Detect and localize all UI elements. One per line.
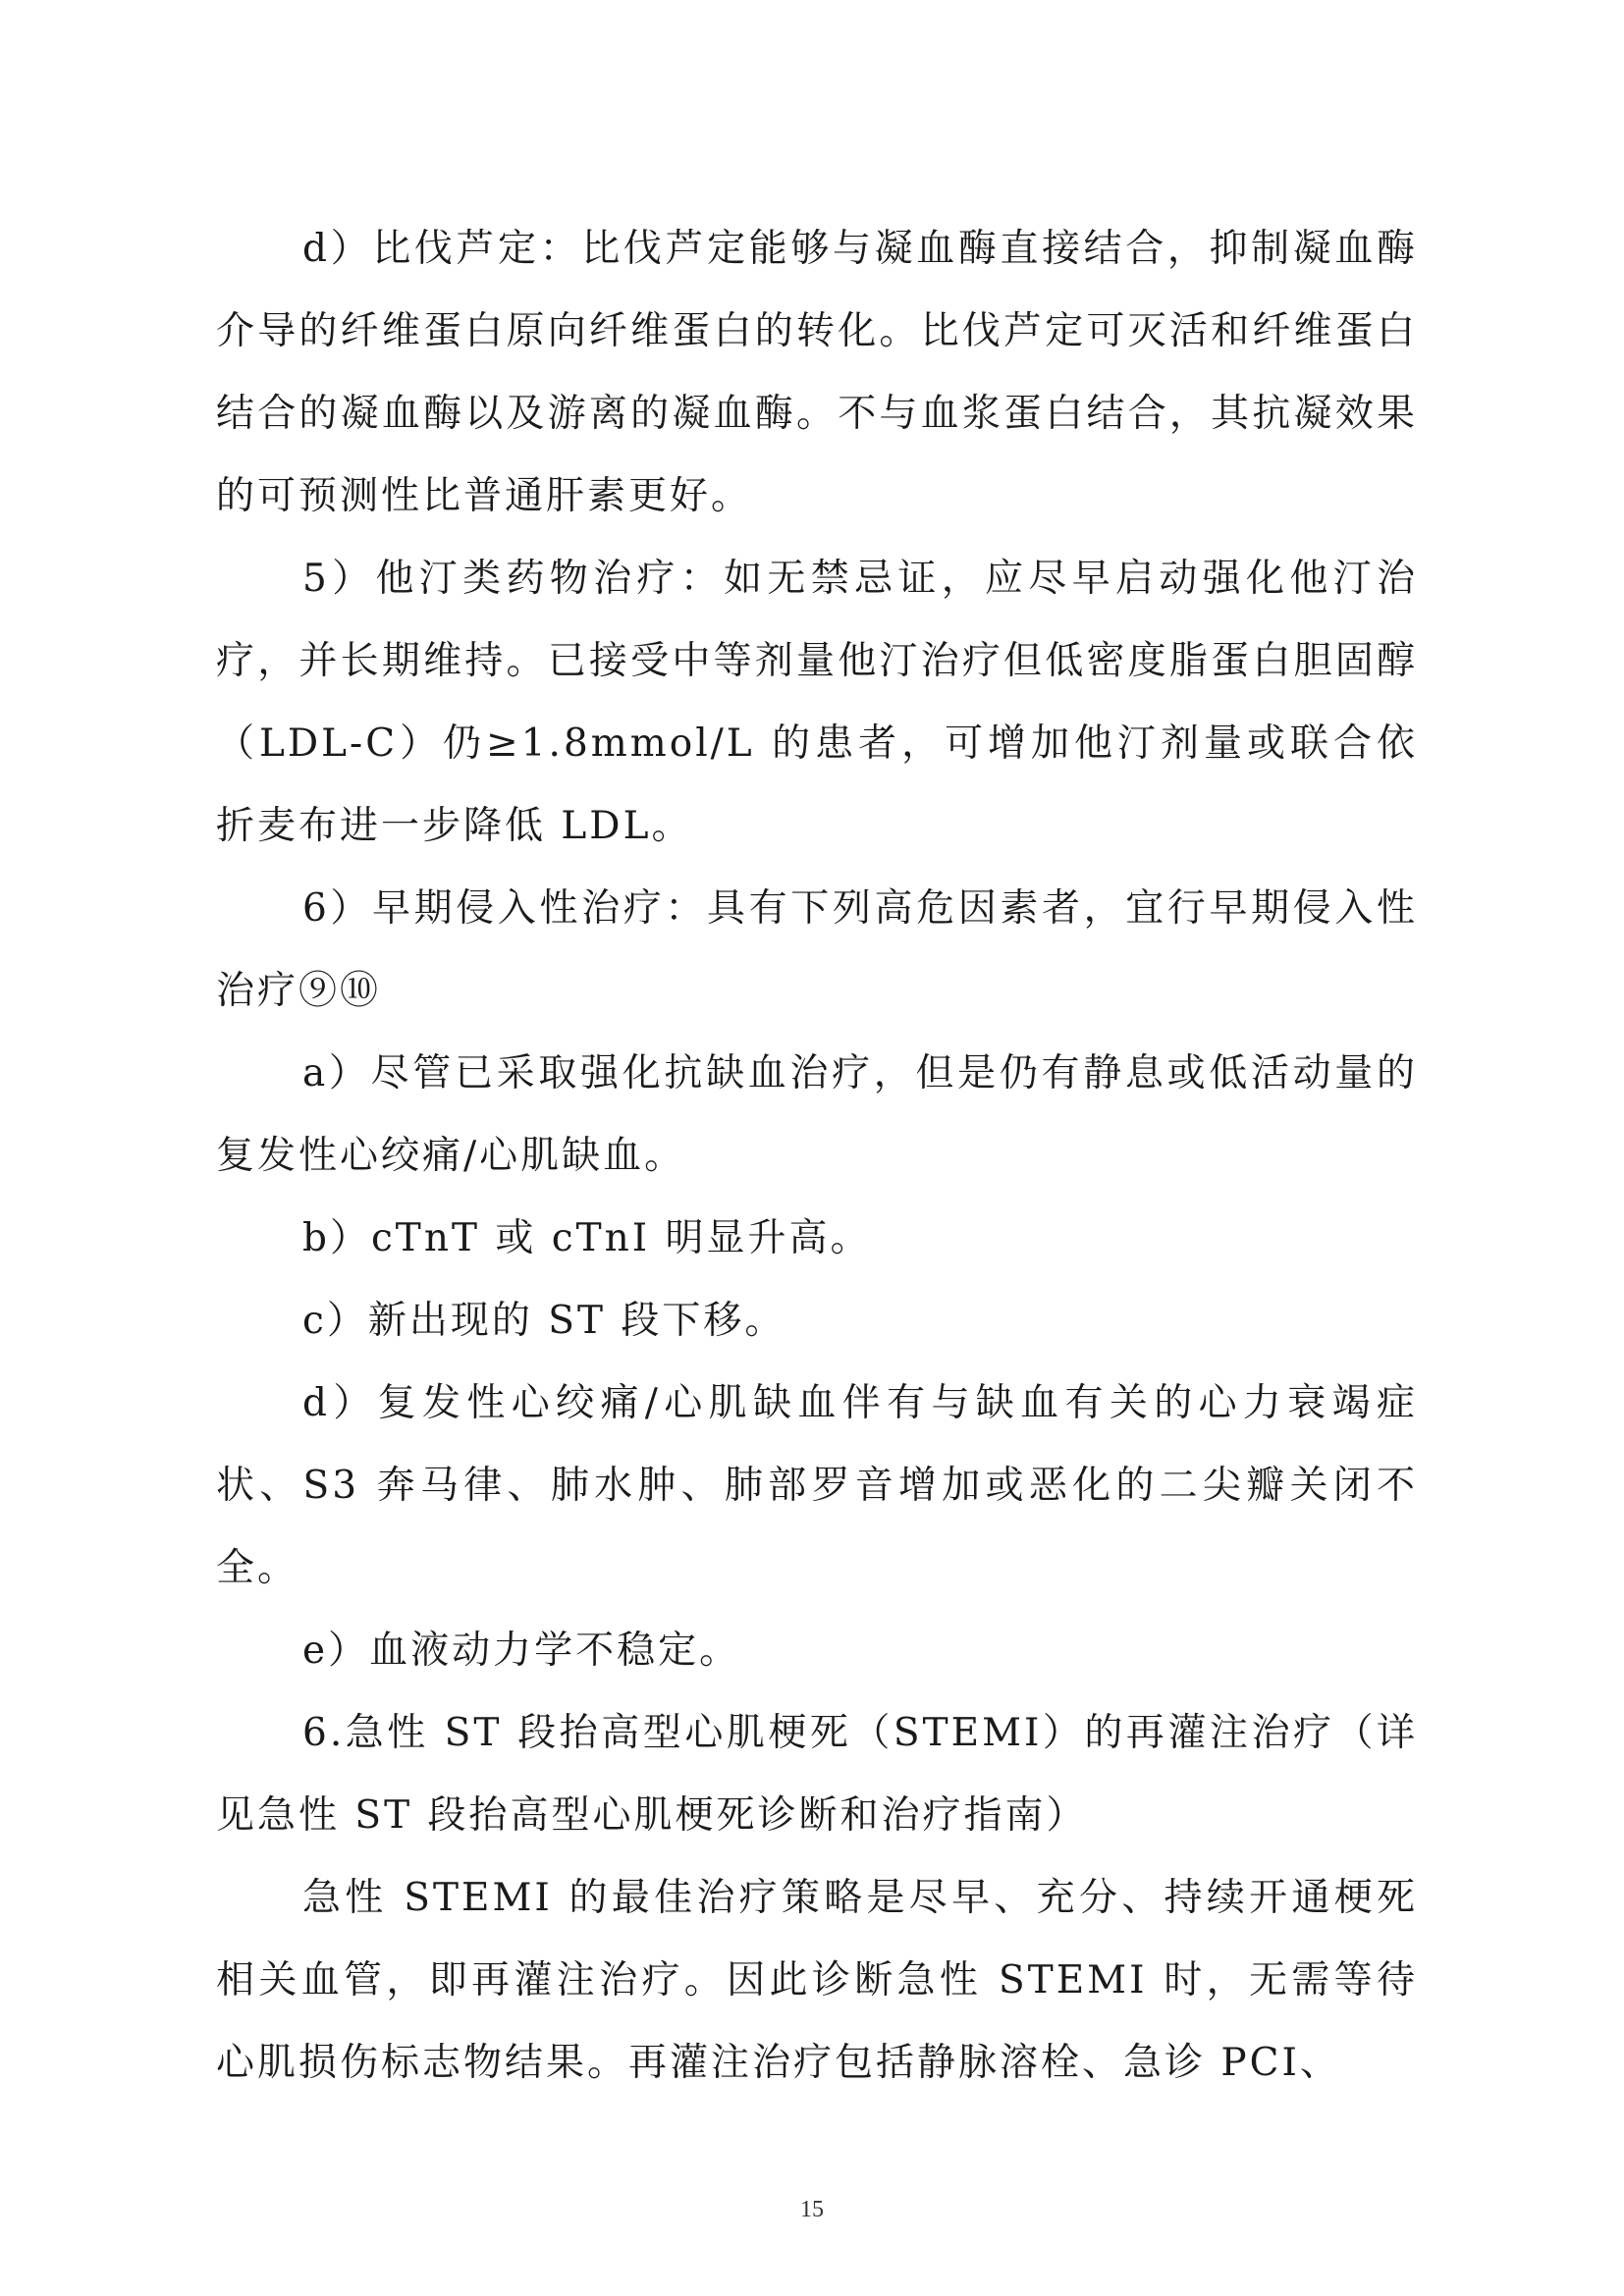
list-item-d: d）复发性心绞痛/心肌缺血伴有与缺血有关的心力衰竭症状、S3 奔马律、肺水肿、肺部罗音增加或恶化的二尖瓣关闭不全。: [216, 1381, 1418, 1590]
paragraph-statin-therapy: 5）他汀类药物治疗：如无禁忌证，应尽早启动强化他汀治疗，并长期维持。已接受中等剂量他汀治疗但低密度脂蛋白胆固醇（LDL-C）仍≥1.8mmol/L 的患者，可增加他汀剂量或联合依折麦布进一步降低 LDL。: [216, 557, 1418, 848]
list-item-b: b）cTnT 或 cTnI 明显升高。: [302, 1216, 872, 1260]
section-heading-stemi-reperfusion: 6.急性 ST 段抬高型心肌梗死（STEMI）的再灌注治疗（详见急性 ST 段抬高型心肌梗死诊断和治疗指南）: [216, 1711, 1418, 1838]
list-item-e: e）血液动力学不稳定。: [302, 1629, 741, 1673]
paragraph-stemi-strategy: 急性 STEMI 的最佳治疗策略是尽早、充分、持续开通梗死相关血管，即再灌注治疗。因此诊断急性 STEMI 时，无需等待心肌损伤标志物结果。再灌注治疗包括静脉溶栓、急诊 PCI、: [216, 1876, 1418, 2085]
document-body: [216, 208, 1418, 2105]
page-number: 15: [800, 2197, 824, 2222]
paragraph-early-invasive-therapy: 6）早期侵入性治疗：具有下列高危因素者，宜行早期侵入性治疗⑨⑩: [216, 886, 1418, 1013]
paragraph-bivalirudin: d）比伐芦定：比伐芦定能够与凝血酶直接结合，抑制凝血酶介导的纤维蛋白原向纤维蛋白的转化。比伐芦定可灭活和纤维蛋白结合的凝血酶以及游离的凝血酶。不与血浆蛋白结合，其抗凝效果的可预测性比普通肝素更好。: [216, 227, 1418, 518]
list-item-c: c）新出现的 ST 段下移。: [302, 1299, 786, 1343]
list-item-a: a）尽管已采取强化抗缺血治疗，但是仍有静息或低活动量的复发性心绞痛/心肌缺血。: [216, 1051, 1418, 1178]
